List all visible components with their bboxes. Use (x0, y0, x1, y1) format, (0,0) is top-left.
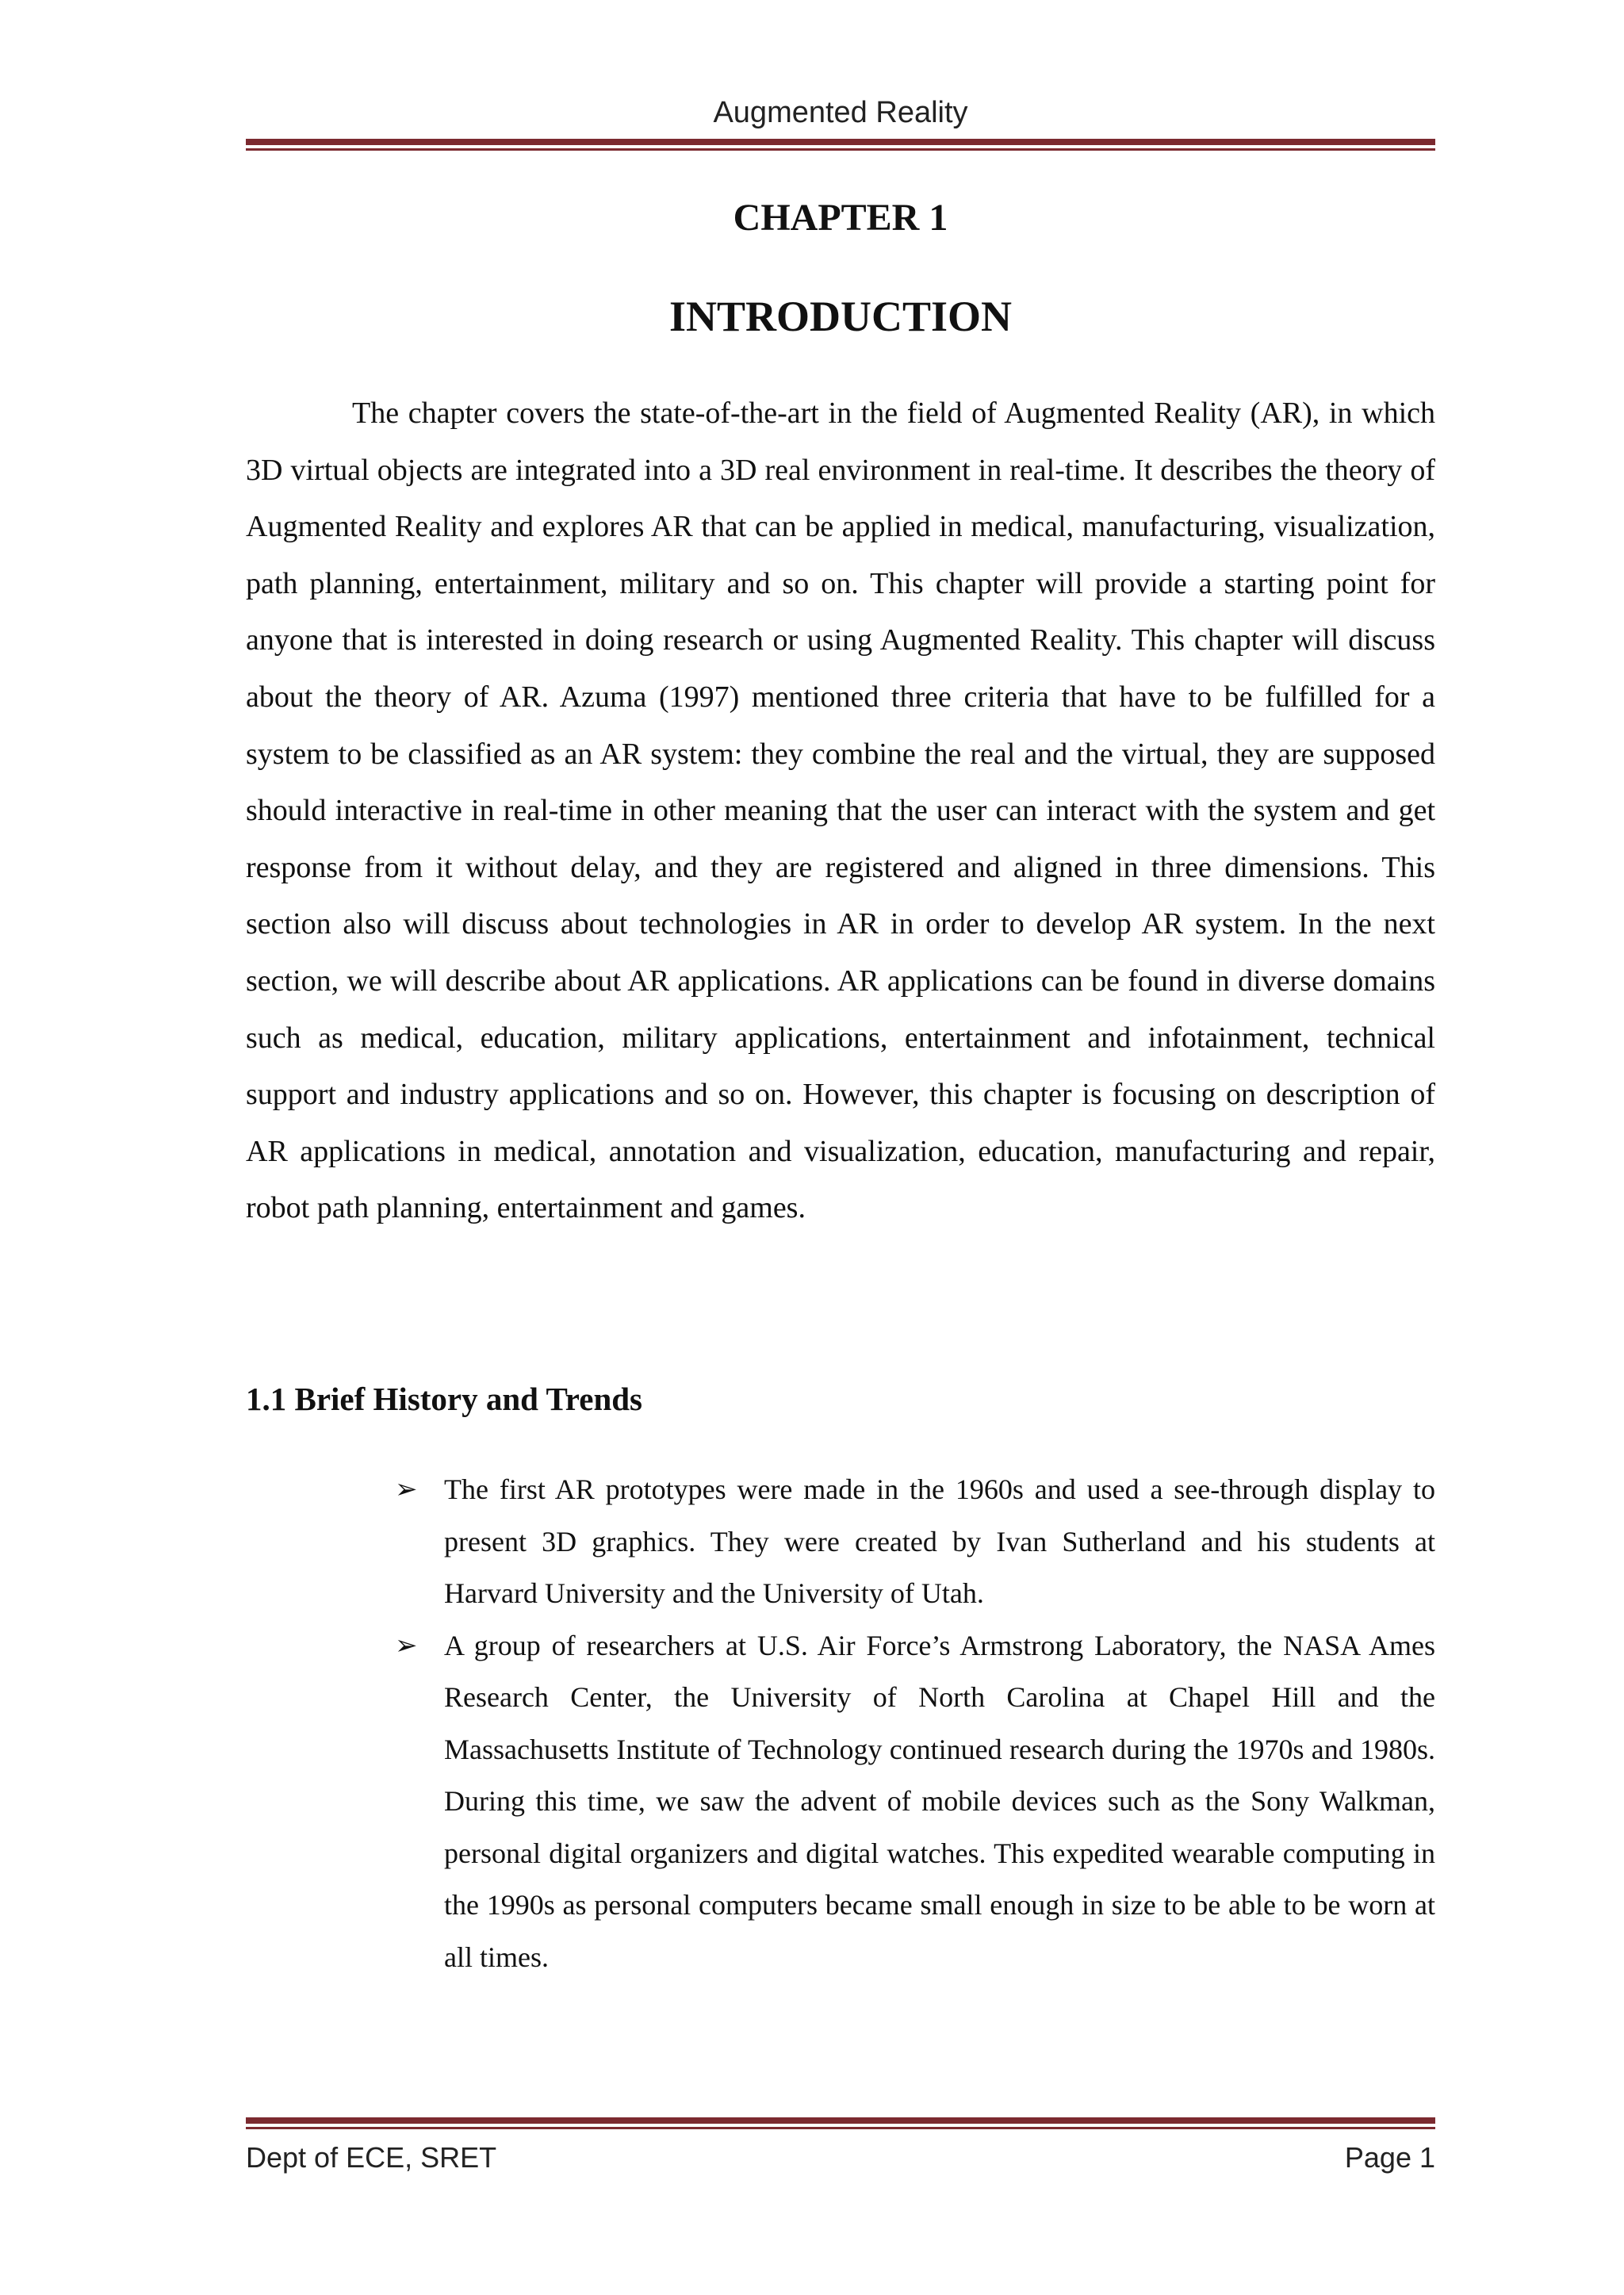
list-item-text: A group of researchers at U.S. Air Force’s Armstrong Laboratory, the NASA Ames Research Center, the University of North Carolina at Chapel Hill and the Massachusetts Institute of Technology continued research during the 1970s and 1980s. During this time, we saw the advent of mobile devices such as the Sony Walkman, personal digital organizers and digital watches. This expedited wearable computing in the 1990s as personal computers became small enough in size to be able to be worn at all times. (444, 1629, 1435, 1973)
chapter-label: CHAPTER 1 (733, 197, 948, 239)
arrow-bullet-icon: ➢ (395, 1473, 418, 1505)
bullet-list (395, 1464, 1435, 1983)
chapter-title: INTRODUCTION (668, 293, 1013, 340)
list-item (395, 1464, 1435, 1620)
running-header: Augmented Reality (713, 96, 968, 129)
header-rule (246, 139, 1435, 151)
section-heading: 1.1 Brief History and Trends (246, 1381, 643, 1417)
intro-paragraph: The chapter covers the state-of-the-art in the field of Augmented Reality (AR), in which 3D virtual objects are integrated into a 3D real environment in real-time. It describes the theory of Augmented Reality and explores AR that can be applied in medical, manufacturing, visualization, path planning, entertainment, military and so on. This chapter will provide a starting point for anyone that is interested in doing research or using Augmented Reality. This chapter will discuss about the theory of AR. Azuma (1997) mentioned three criteria that have to be fulfilled for a system to be classified as an AR system: they combine the real and the virtual, they are supposed should interactive in real-time in other meaning that the user can interact with the system and get response from it without delay, and they are registered and aligned in three dimensions. This section also will discuss about technologies in AR in order to develop AR system. In the next section, we will describe about AR applications. AR applications can be found in diverse domains such as medical, education, military applications, entertainment and infotainment, technical support and industry applications and so on. However, this chapter is focusing on description of AR applications in medical, annotation and visualization, education, manufacturing and repair, robot path planning, entertainment and games. (246, 397, 1435, 1225)
arrow-bullet-icon: ➢ (395, 1629, 418, 1661)
footer-department: Dept of ECE, SRET (246, 2141, 497, 2174)
list-item-text: The first AR prototypes were made in the 1960s and used a see-through display to present 3D graphics. They were created by Ivan Sutherland and his students at Harvard University and the University of Utah. (444, 1473, 1435, 1609)
footer-rule (246, 2117, 1435, 2129)
list-item (395, 1620, 1435, 1984)
page-number: Page 1 (1344, 2141, 1435, 2174)
